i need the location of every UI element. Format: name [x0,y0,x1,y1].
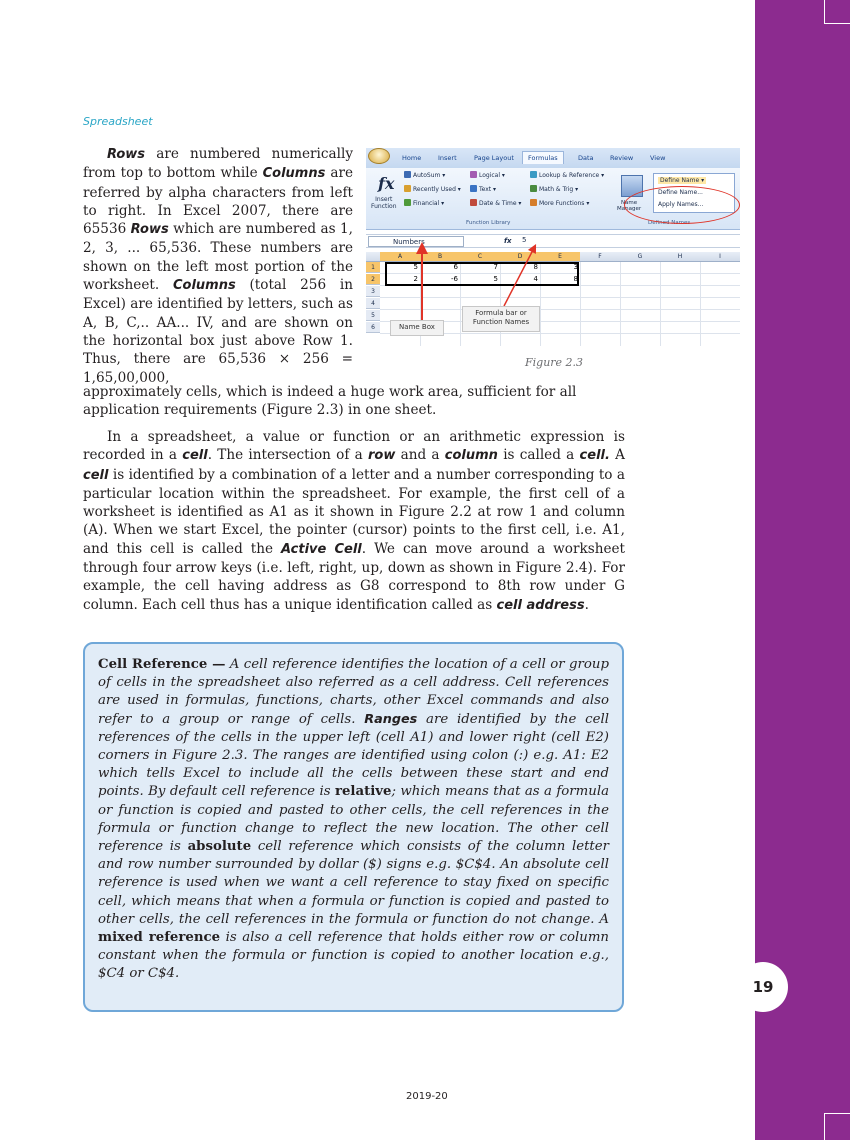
logical-item: Logical ▾ [470,171,505,179]
cell-c1: 7 [493,263,498,271]
cell-e1: 3 [573,263,578,271]
define-name-dropdown: Define Name ▾ [660,177,705,184]
tab-view: View [650,154,666,162]
keyword: Rows [107,147,146,162]
tab-home: Home [402,154,422,162]
tab-data: Data [578,154,594,162]
footer-year: 2019-20 [406,1091,448,1102]
keyword: row [367,448,396,464]
keyword: column [444,448,498,464]
insert-function-label: Insert Function [371,196,397,210]
keyword: Columns [262,166,326,182]
keyword: cell address [496,597,585,613]
cell-b2: -6 [451,275,458,283]
tab-formulas: Formulas [522,151,564,164]
recently-used-item: Recently Used ▾ [404,185,461,193]
column-header: H [677,253,683,260]
text-run: ; which means that as a formula or function is copied and pasted to other cells, the cell references in the formula or function change to reflect the new location. The other cell reference is [98,784,609,855]
autosum-item: AutoSum ▾ [404,171,445,179]
text-run: cell reference which consists of the column letter and row number surrounded by dollar ($) signs e.g. $C$4. An absolute cell reference is used when we want a cell reference to stay fixed on specific cell, which means that when a formula or function is copied and pasted to other cells, the cell references in the formula or function do not change. A [98,839,609,927]
more-functions-item: More Functions ▾ [530,199,589,207]
tab-page-layout: Page Layout [474,154,514,162]
page-number: 19 [738,962,788,1012]
cell-a1: 5 [413,263,418,271]
cell-reference-text [98,656,609,984]
crop-mark-bottom [824,1113,850,1140]
text-run: and a [395,447,445,464]
text-run: which are numbered as 1, 2, 3, ... 65,536. These numbers are shown on the left most portion of the worksheet. [83,221,353,294]
paragraph-cell [83,428,625,615]
running-head: Spreadsheet [83,115,153,128]
bold-term: relative [334,784,392,800]
tab-insert: Insert [438,154,457,162]
row-header: 6 [366,322,380,333]
defined-names-label: Defined Names [648,220,691,226]
cell-d1: 8 [533,263,538,271]
box-heading: Cell Reference — [98,657,226,672]
name-manager-label: Name Manager [617,200,642,212]
date-time-item: Date & Time ▾ [470,199,521,207]
text-run: is also a cell reference that holds either row or column constant when the formula or function is copied to another location e.g., $C4 or C$4. [98,930,609,982]
cell-a2: 2 [413,275,418,283]
cell-c2: 5 [493,275,498,283]
row-header: 3 [366,286,380,297]
row-header: 2 [366,274,380,285]
keyword: Columns [172,278,236,294]
text-run: In a spreadsheet, a value or function or an arithmetic expression is recorded in a [83,429,625,464]
column-header: B [420,252,460,261]
figure-caption: Figure 2.3 [525,356,584,369]
bold-term: absolute [187,839,252,855]
cell-d2: 4 [533,275,538,283]
define-name-item: Define Name... [658,189,703,196]
financial-item: Financial ▾ [404,199,444,207]
arrow-to-formula-bar [504,248,534,306]
column-header: F [598,253,602,260]
insert-function-icon: fx [378,174,395,193]
apply-names-item: Apply Names... [658,201,704,208]
cell-b1: 6 [453,263,458,271]
keyword: cell. [579,448,610,464]
text-run: are identified by the cell references of the cells in the upper left (cell A1) and lower right (cell E2) corners in Figure 2.3. The ranges are identified using colon (:) e.g. A1: E2 which tells Excel to include all the cells between these start and end points. By default cell reference is [98,711,609,800]
text-run: are referred by alpha characters from left to right. In Excel 2007, there are 65536 [83,165,353,238]
row-header: 1 [366,262,380,273]
text-run: . The intersection of a [207,447,368,464]
math-trig-item: Math & Trig ▾ [530,185,578,193]
crop-mark-top [824,0,850,24]
column-header: G [637,253,643,260]
column-header: C [460,252,500,261]
column-header: A [380,252,420,261]
text-run: is called a [497,447,580,464]
text-run: are numbered numerically from top to bottom while [83,146,353,182]
text-item: Text ▾ [470,185,496,193]
text-run: . [584,596,589,613]
cell-reference-box [83,642,624,1012]
row-header: 4 [366,298,380,309]
keyword: Active Cell [281,541,362,557]
text-run: is identified by a combination of a letter and a number corresponding to a particular location within the spreadsheet. For example, the first cell of a worksheet is identified as A1 as it shown in Figure 2.2 at row 1 and column (A). When we start Excel, the pointer (cursor) points to the first cell, i.e. A1, and this cell is called the [83,466,625,557]
keyword: Ranges [364,711,418,727]
callout-name-box: Name Box [390,320,444,336]
tab-review: Review [610,154,634,162]
keyword: cell [83,467,109,483]
column-header: I [719,253,721,260]
keyword: Rows [130,222,169,238]
paragraph-rows-columns-end: approximately cells, which is indeed a huge work area, sufficient for all application requirements (Figure 2.3) in one sheet. [83,384,577,419]
keyword: cell [182,448,208,464]
name-box: Numbers [368,236,464,247]
text-run: . We can move around a worksheet through four arrow keys (i.e. left, right, up, down as shown in Figure 2.4). For example, the cell having address as G8 correspond to 8th row under G column. Each cell thus has a unique identification called as [83,540,626,613]
formula-value: 5 [522,236,527,244]
lookup-item: Lookup & Reference ▾ [530,171,604,179]
callout-formula-bar: Formula bar or Function Names [462,306,540,332]
column-header: D [500,252,540,261]
excel-screenshot-figure [366,148,740,350]
paragraph-rows-columns [83,145,353,387]
fx-icon: fx [504,237,512,245]
cell-e2: 8 [573,275,578,283]
text-run: A [609,447,625,464]
row-header: 5 [366,310,380,321]
function-library-label: Function Library [466,220,511,226]
text-run: A cell reference identifies the location of a cell or group of cells in the spreadsheet also referred as a cell address. Cell references are used in formulas, functions, charts, other Excel commands and also refer to a group or range of cells. [98,657,609,727]
text-run: (total 256 in Excel) are identified by letters, such as A, B, C,.. AA... IV, and are shown on the horizontal box just above Row 1. Thus, there are 65,536 × 256 = 1,65,00,000, [83,277,353,386]
column-header: E [540,252,580,261]
bold-term: mixed reference [98,930,221,946]
